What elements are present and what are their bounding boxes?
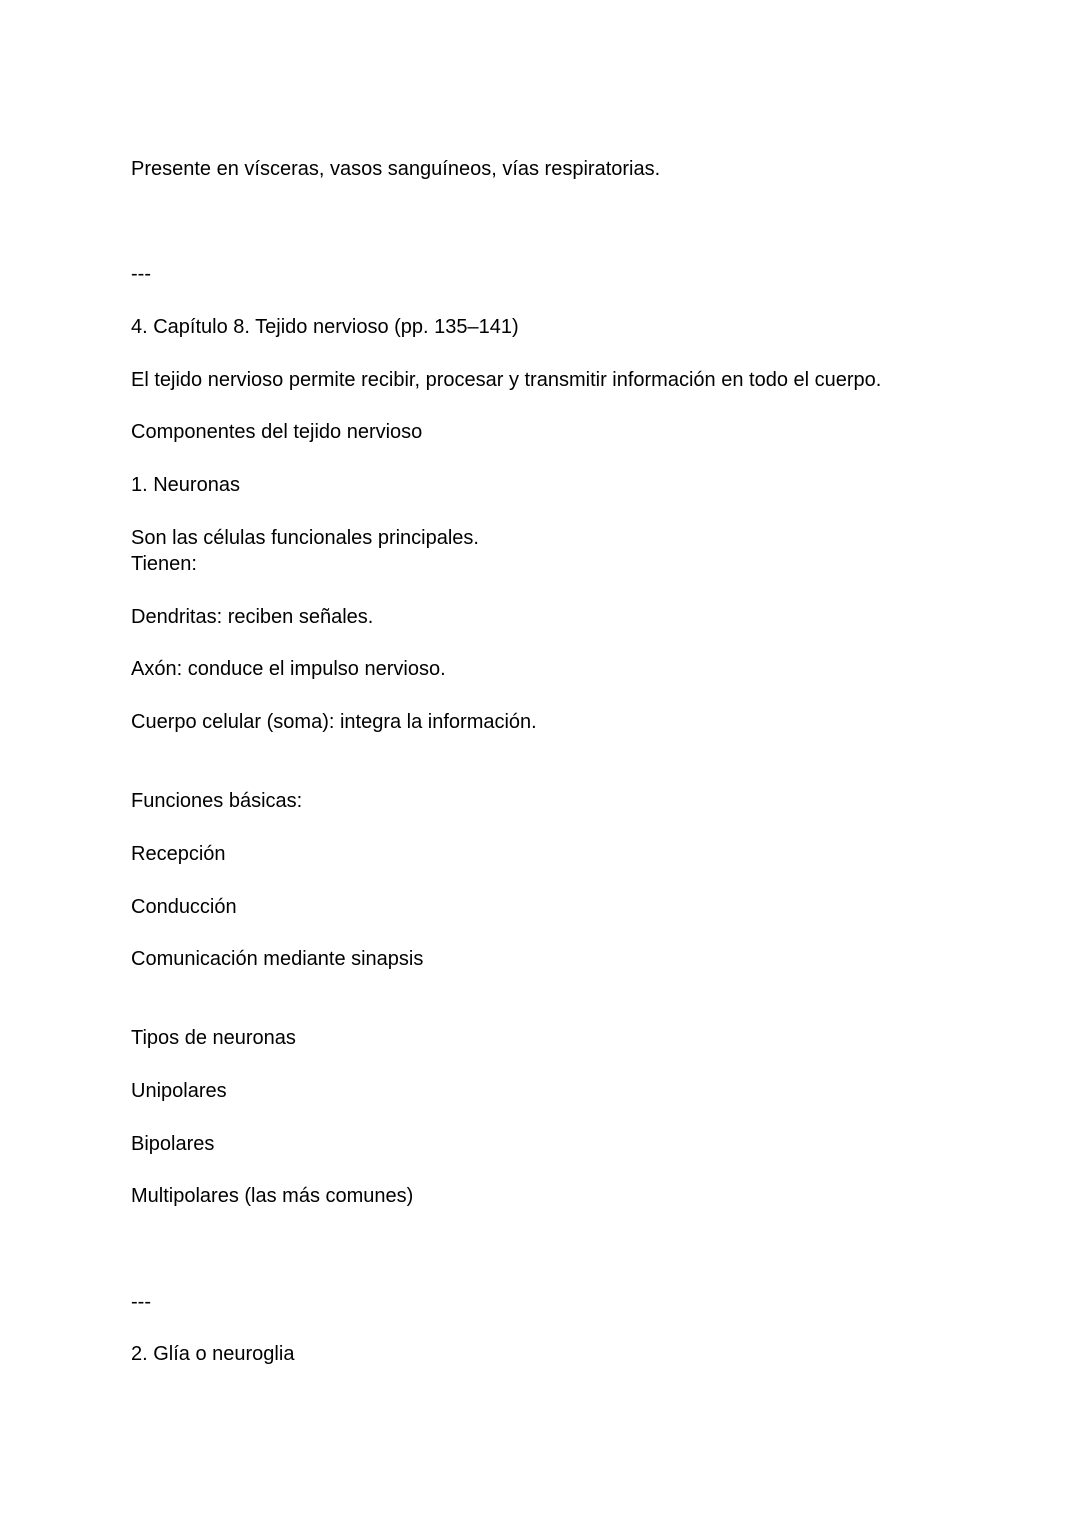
separator: ---: [131, 1291, 151, 1313]
list-item: Bipolares: [131, 1133, 215, 1155]
neurons-description: Son las células funcionales principales.: [131, 527, 479, 549]
list-item: Multipolares (las más comunes): [131, 1185, 414, 1207]
list-item: Axón: conduce el impulso nervioso.: [131, 658, 446, 680]
chapter-heading: 4. Capítulo 8. Tejido nervioso (pp. 135–141): [131, 316, 519, 338]
list-item: Dendritas: reciben señales.: [131, 606, 374, 628]
glia-heading: 2. Glía o neuroglia: [131, 1343, 295, 1365]
list-item: Unipolares: [131, 1080, 227, 1102]
functions-heading: Funciones básicas:: [131, 790, 303, 812]
neurons-heading: 1. Neuronas: [131, 474, 240, 496]
list-item: Conducción: [131, 896, 237, 918]
types-heading: Tipos de neuronas: [131, 1027, 296, 1049]
components-heading: Componentes del tejido nervioso: [131, 421, 423, 443]
list-item: Recepción: [131, 843, 226, 865]
neurons-description-continued: Tienen:: [131, 553, 197, 575]
chapter-intro: El tejido nervioso permite recibir, procesar y transmitir información en todo el cuerpo.: [131, 369, 882, 391]
list-item: Cuerpo celular (soma): integra la información.: [131, 711, 537, 733]
list-item: Comunicación mediante sinapsis: [131, 948, 424, 970]
separator: ---: [131, 263, 151, 285]
intro-line: Presente en vísceras, vasos sanguíneos, vías respiratorias.: [131, 158, 661, 180]
